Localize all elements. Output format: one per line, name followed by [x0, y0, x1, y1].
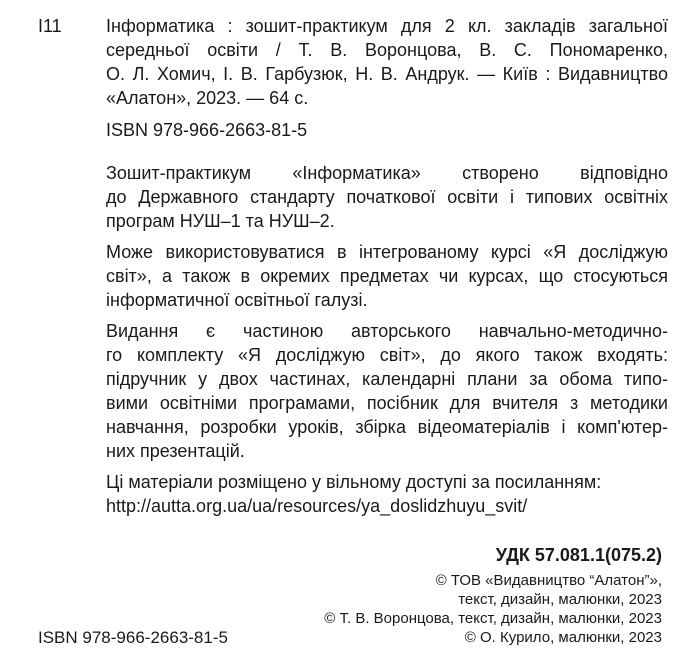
biblio-line: О. Л. Хомич, І. В. Гарбузюк, Н. В. Андрук. — Київ : Видавництво [106, 64, 668, 84]
annotation [106, 161, 668, 525]
annotation-line: Зошит-практикум «Інформатика» створено відповідно [106, 163, 668, 183]
udk-code: УДК 57.081.1(075.2) [495, 545, 662, 565]
copyright-line: текст, дизайн, малюнки, 2023 [458, 591, 662, 608]
annotation-line: інформатичної освітньої галузі. [106, 290, 368, 310]
resource-url: http://autta.org.ua/ua/resources/ya_doslidzhuyu_svit/ [106, 496, 528, 516]
isbn-top: ISBN 978-966-2663-81-5 [106, 120, 308, 140]
annotation-paragraph-1 [106, 161, 668, 233]
annotation-line: Може використовуватися в інтегрованому курсі «Я досліджую [106, 242, 668, 262]
biblio-line: Інформатика : зошит-практикум для 2 кл. закладів загальної [106, 16, 668, 36]
copyright-block [324, 571, 662, 647]
annotation-line: го комплекту «Я досліджую світ», до якого також входять: [106, 345, 668, 365]
classification-code: І11 [38, 16, 62, 36]
annotation-line: програм НУШ–1 та НУШ–2. [106, 211, 335, 231]
annotation-paragraph-2 [106, 240, 668, 312]
annotation-line: навчання, розробки уроків, збірка відеоматеріалів і комп'ютер- [106, 417, 668, 437]
annotation-line: підручник у двох частинах, календарні плани за обома типо- [106, 369, 668, 389]
copyright-line: © Т. В. Воронцова, текст, дизайн, малюнки, 2023 [324, 610, 662, 627]
copyright-line: © О. Курило, малюнки, 2023 [464, 629, 662, 646]
annotation-paragraph-3 [106, 319, 668, 463]
bibliographic-record [106, 14, 668, 110]
biblio-line: середньої освіти / Т. В. Воронцова, В. С. Пономаренко, [106, 40, 668, 60]
annotation-paragraph-4 [106, 470, 668, 518]
annotation-line: світ», а також в окремих предметах чи курсах, що стосуються [106, 266, 668, 286]
annotation-line: до Державного стандарту початкової освіти і типових освітніх [106, 187, 668, 207]
copyright-line: © ТОВ «Видавництво “Алатон”», [435, 572, 662, 589]
annotation-line: Ці матеріали розміщено у вільному доступі за посиланням: [106, 472, 602, 492]
biblio-line: «Алатон», 2023. — 64 с. [106, 88, 309, 108]
annotation-line: Видання є частиною авторського навчально-методично- [106, 321, 668, 341]
annotation-line: вими освітніми програмами, посібник для вчителя з методики [106, 393, 668, 413]
isbn-bottom: ISBN 978-966-2663-81-5 [38, 628, 228, 647]
annotation-line: них презентацій. [106, 441, 245, 461]
